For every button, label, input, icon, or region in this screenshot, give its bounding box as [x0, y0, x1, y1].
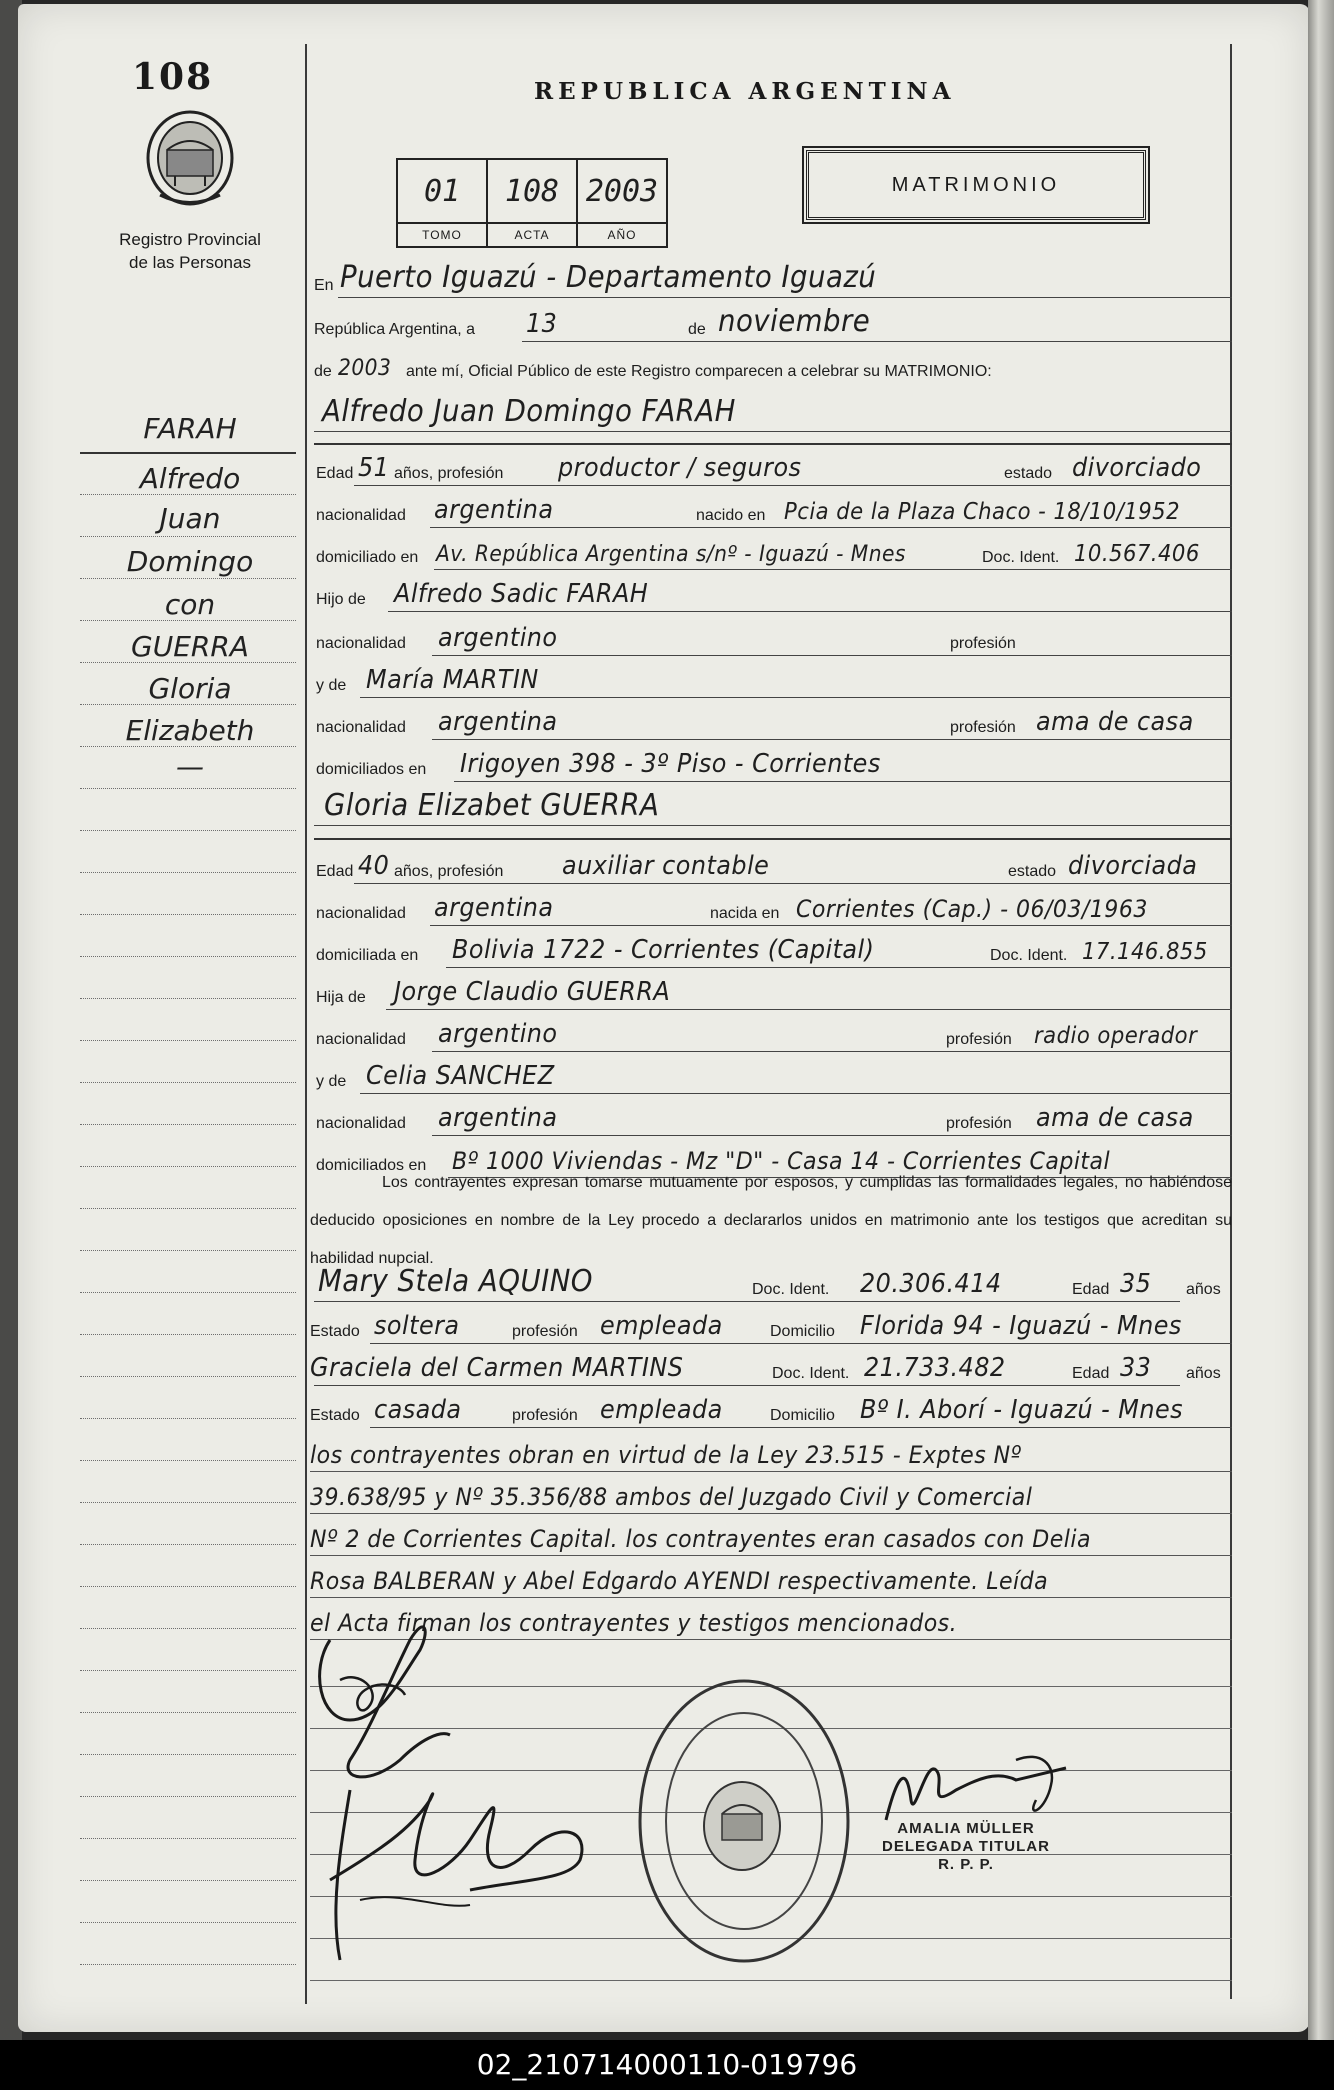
de2-label: de [314, 363, 332, 380]
margin-name-5: Gloria [148, 672, 232, 705]
yde-label-b: y de [316, 1073, 347, 1090]
anio-value: 2003 [585, 173, 659, 209]
margin-rule [80, 1670, 296, 1671]
profesion-mother-label-b: profesión [946, 1115, 1012, 1132]
margin-rule [80, 1418, 296, 1419]
witness1-doc-label: Doc. Ident. [752, 1281, 830, 1298]
observation-line [310, 1562, 1232, 1602]
margin-rule [80, 1796, 296, 1797]
margin-rule [80, 1544, 296, 1545]
groom-father-row [314, 576, 1232, 616]
comparecen-text: ante mí, Oficial Público de este Registro comparecen a celebrar su MATRIMONIO: [406, 363, 992, 380]
margin-rule [80, 956, 296, 957]
bride-nationality: argentina [434, 893, 554, 923]
observation-line [310, 1520, 1232, 1560]
observation-text: los contrayentes obran en virtud de la Ley 23.515 - Exptes Nº [310, 1441, 1022, 1469]
margin-name-3: Domingo [126, 545, 254, 578]
anio-cell [578, 160, 666, 246]
margin-name-2: Juan [159, 502, 221, 535]
witness2-name: Graciela del Carmen MARTINS [310, 1353, 684, 1383]
nacido-label: nacido en [696, 507, 766, 524]
margin-rule [80, 1712, 296, 1713]
margin-rule [80, 452, 296, 454]
margin-rule [80, 1754, 296, 1755]
margin-rule [80, 1880, 296, 1881]
witness1-domicilio-label: Domicilio [770, 1323, 835, 1340]
witness1-address: Florida 94 - Iguazú - Mnes [860, 1311, 1182, 1341]
groom-nationality-row [314, 492, 1232, 532]
witness1-profession: empleada [600, 1311, 723, 1341]
nac-father-label-b: nacionalidad [316, 1031, 406, 1048]
nacionalidad-label: nacionalidad [316, 507, 406, 524]
margin-rule [80, 536, 296, 537]
year-row [314, 348, 1232, 388]
groom-name-row [314, 396, 1232, 436]
tomo-cell [398, 160, 488, 246]
bride-mother-nationality: argentina [438, 1103, 558, 1133]
country-title: REPUBLICA ARGENTINA [534, 78, 956, 105]
groom-age-row [314, 450, 1232, 490]
witness2-estado-label: Estado [310, 1407, 360, 1424]
margin-rule [80, 1964, 296, 1965]
groom-mother-nationality: argentina [438, 707, 558, 737]
doc-label: Doc. Ident. [982, 549, 1060, 566]
groom-father-nationality: argentino [438, 623, 558, 653]
month-value: noviembre [718, 304, 871, 339]
acta-label: ACTA [488, 222, 576, 246]
nacida-label: nacida en [710, 905, 780, 922]
nac-mother-label-b: nacionalidad [316, 1115, 406, 1132]
bride-name: Gloria Elizabet GUERRA [324, 788, 660, 823]
registry-label-line1: Registro Provincial [119, 230, 261, 249]
margin-rule [80, 914, 296, 915]
groom-parents-address: Irigoyen 398 - 3º Piso - Corrientes [460, 749, 881, 779]
observation-text: el Acta firman los contrayentes y testigos mencionados. [310, 1609, 958, 1637]
groom-name: Alfredo Juan Domingo FARAH [322, 394, 736, 429]
en-label: En [314, 277, 334, 294]
bride-nationality-row [314, 890, 1232, 930]
nac-father-label: nacionalidad [316, 635, 406, 652]
registry-stamp [636, 1676, 852, 1966]
acta-cell [488, 160, 578, 246]
margin-rule [80, 1586, 296, 1587]
groom-parents-address-row [314, 746, 1232, 786]
nacionalidad-label-b: nacionalidad [316, 905, 406, 922]
margin-rule [80, 578, 296, 579]
witness1-edad-label: Edad [1072, 1281, 1110, 1298]
bride-mother-profession: ama de casa [1036, 1103, 1194, 1133]
official-signature-block [866, 1820, 1066, 1874]
declaration-text: Los contrayentes expresan tomarse mutuamente por esposos, y cumplidas las formalidades legales, no habiéndose deducido oposiciones en nombre de la Ley procedo a declararlos unidos en matrimonio ante los testigos que acreditan su habilidad nupcial. [310, 1174, 1232, 1267]
date-row [314, 306, 1232, 346]
margin-rule [80, 1082, 296, 1083]
observation-text: Nº 2 de Corrientes Capital. los contrayentes eran casados con Delia [310, 1525, 1091, 1553]
tomo-label: TOMO [398, 222, 486, 246]
bride-address-row [314, 932, 1232, 972]
margin-rule [80, 1502, 296, 1503]
witness1-age: 35 [1120, 1269, 1152, 1299]
bride-father-nationality: argentino [438, 1019, 558, 1049]
de-label: de [688, 321, 706, 338]
groom-estado: divorciado [1072, 453, 1202, 483]
domiciliado-label: domiciliado en [316, 549, 419, 566]
bride-father-profession: radio operador [1034, 1023, 1198, 1049]
groom-nationality: argentina [434, 495, 554, 525]
yde-label: y de [316, 677, 347, 694]
bride-address: Bolivia 1722 - Corrientes (Capital) [452, 935, 875, 965]
page-number: 108 [132, 56, 214, 98]
document-type-box: MATRIMONIO [806, 150, 1146, 220]
estado-label-b: estado [1008, 863, 1057, 880]
witness2-profesion-label: profesión [512, 1407, 578, 1424]
official-title-2: R. P. P. [938, 1856, 994, 1873]
witness2-domicilio-label: Domicilio [770, 1407, 835, 1424]
observation-text: 39.638/95 y Nº 35.356/88 ambos del Juzgado Civil y Comercial [310, 1483, 1033, 1511]
bride-mother: Celia SANCHEZ [366, 1061, 555, 1091]
margin-rule [80, 1040, 296, 1041]
bride-born: Corrientes (Cap.) - 06/03/1963 [796, 895, 1148, 923]
witness1-estado: soltera [374, 1311, 460, 1341]
witness2-profession: empleada [600, 1395, 723, 1425]
groom-age: 51 [358, 453, 390, 483]
domiciliados-label: domiciliados en [316, 761, 427, 778]
margin-name-6: Elizabeth [125, 714, 255, 747]
groom-doc: 10.567.406 [1074, 541, 1200, 567]
margin-rule [80, 1250, 296, 1251]
margin-rule [80, 1166, 296, 1167]
groom-father: Alfredo Sadic FARAH [394, 579, 649, 609]
profesion-mother-label: profesión [950, 719, 1016, 736]
profesion-father-label-b: profesión [946, 1031, 1012, 1048]
margin-dash: — [176, 750, 204, 783]
bride-parents-address: Bº 1000 Viviendas - Mz "D" - Casa 14 - Corrientes Capital [452, 1147, 1111, 1175]
margin-rule [80, 1376, 296, 1377]
domiciliada-label: domiciliada en [316, 947, 419, 964]
observation-line [310, 1478, 1232, 1518]
day-value: 13 [526, 309, 558, 339]
bride-age-row [314, 848, 1232, 888]
scan-id-footer: 02_210714000110-019796 [0, 2040, 1334, 2090]
margin-rule [80, 1292, 296, 1293]
witness2-address: Bº I. Aborí - Iguazú - Mnes [860, 1395, 1184, 1425]
margin-rule [80, 1922, 296, 1923]
margin-rule [80, 1124, 296, 1125]
estado-label: estado [1004, 465, 1053, 482]
observation-line [310, 1436, 1232, 1476]
groom-mother: María MARTIN [366, 665, 539, 695]
witness2-name-row [310, 1350, 1232, 1390]
margin-conjunction: con [164, 588, 216, 621]
margin-surname-groom: FARAH [143, 412, 237, 445]
witness2-age: 33 [1120, 1353, 1152, 1383]
margin-name-1: Alfredo [139, 462, 241, 495]
witness1-detail-row [310, 1308, 1232, 1348]
registry-label [100, 228, 280, 274]
bride-doc: 17.146.855 [1082, 939, 1208, 965]
margin-rule [80, 872, 296, 873]
groom-separator [314, 443, 1232, 445]
margin-rule [80, 830, 296, 831]
bride-profession: auxiliar contable [562, 851, 770, 881]
witness2-doc-label: Doc. Ident. [772, 1365, 850, 1382]
bride-mother-row [314, 1058, 1232, 1098]
bride-father-row [314, 974, 1232, 1014]
contrayente-signature-1 [310, 1610, 460, 1790]
witness1-name: Mary Stela AQUINO [318, 1264, 593, 1299]
blank-rule [310, 1980, 1232, 1981]
page-edge [1308, 0, 1334, 2040]
profesion-father-label: profesión [950, 635, 1016, 652]
margin-rule [80, 1838, 296, 1839]
domiciliados-label-b: domiciliados en [316, 1157, 427, 1174]
bride-separator [314, 838, 1232, 840]
bride-estado: divorciada [1068, 851, 1198, 881]
margin-rule [80, 788, 296, 789]
republica-label: República Argentina, a [314, 321, 475, 338]
witness1-doc: 20.306.414 [860, 1269, 1002, 1299]
place-row [314, 262, 1232, 302]
margin-rule [80, 1628, 296, 1629]
groom-profession: productor / seguros [558, 453, 802, 483]
acta-value: 108 [504, 173, 560, 209]
anio-label: AÑO [578, 222, 666, 246]
tomo-value: 01 [423, 173, 461, 209]
official-name: AMALIA MÜLLER [897, 1820, 1035, 1837]
anos-profesion-label-b: años, profesión [394, 863, 504, 880]
edad-label-b: Edad [316, 863, 354, 880]
margin-divider [305, 44, 307, 2004]
place-value: Puerto Iguazú - Departamento Iguazú [340, 260, 877, 295]
margin-rule [80, 998, 296, 999]
official-signature [866, 1740, 1086, 1830]
year-value: 2003 [338, 356, 392, 381]
witness1-name-row [314, 1266, 1232, 1306]
bride-father: Jorge Claudio GUERRA [394, 977, 671, 1007]
acta-reference-box [396, 158, 668, 248]
witness1-anos-label: años [1186, 1281, 1221, 1298]
edad-label: Edad [316, 465, 354, 482]
margin-rule [80, 1334, 296, 1335]
contrayente-signature-2 [320, 1770, 610, 1970]
provincial-seal-icon [145, 110, 235, 208]
witness1-profesion-label: profesión [512, 1323, 578, 1340]
bride-father-nat-row [314, 1016, 1232, 1056]
registry-label-line2: de las Personas [129, 253, 251, 272]
witness1-estado-label: Estado [310, 1323, 360, 1340]
witness2-estado: casada [374, 1395, 462, 1425]
groom-mother-nat-row [314, 704, 1232, 744]
groom-mother-profession: ama de casa [1036, 707, 1194, 737]
hija-label: Hija de [316, 989, 366, 1006]
groom-address: Av. República Argentina s/nº - Iguazú - Mnes [436, 542, 906, 567]
groom-father-nat-row [314, 620, 1232, 660]
witness2-edad-label: Edad [1072, 1365, 1110, 1382]
doc-label-b: Doc. Ident. [990, 947, 1068, 964]
nac-mother-label: nacionalidad [316, 719, 406, 736]
margin-rule [80, 1208, 296, 1209]
groom-mother-row [314, 662, 1232, 702]
hijo-label: Hijo de [316, 591, 366, 608]
margin-surname-bride: GUERRA [131, 630, 249, 663]
groom-address-row [314, 534, 1232, 574]
official-title-1: DELEGADA TITULAR [882, 1838, 1050, 1855]
witness2-detail-row [310, 1392, 1232, 1432]
observation-text: Rosa BALBERAN y Abel Edgardo AYENDI respectivamente. Leída [310, 1567, 1049, 1595]
bride-name-row [314, 790, 1232, 830]
margin-rule [80, 1460, 296, 1461]
anos-profesion-label: años, profesión [394, 465, 504, 482]
bride-mother-nat-row [314, 1100, 1232, 1140]
witness2-doc: 21.733.482 [864, 1353, 1006, 1383]
witness2-anos-label: años [1186, 1365, 1221, 1382]
bride-age: 40 [358, 851, 390, 881]
groom-born: Pcia de la Plaza Chaco - 18/10/1952 [784, 499, 1181, 525]
